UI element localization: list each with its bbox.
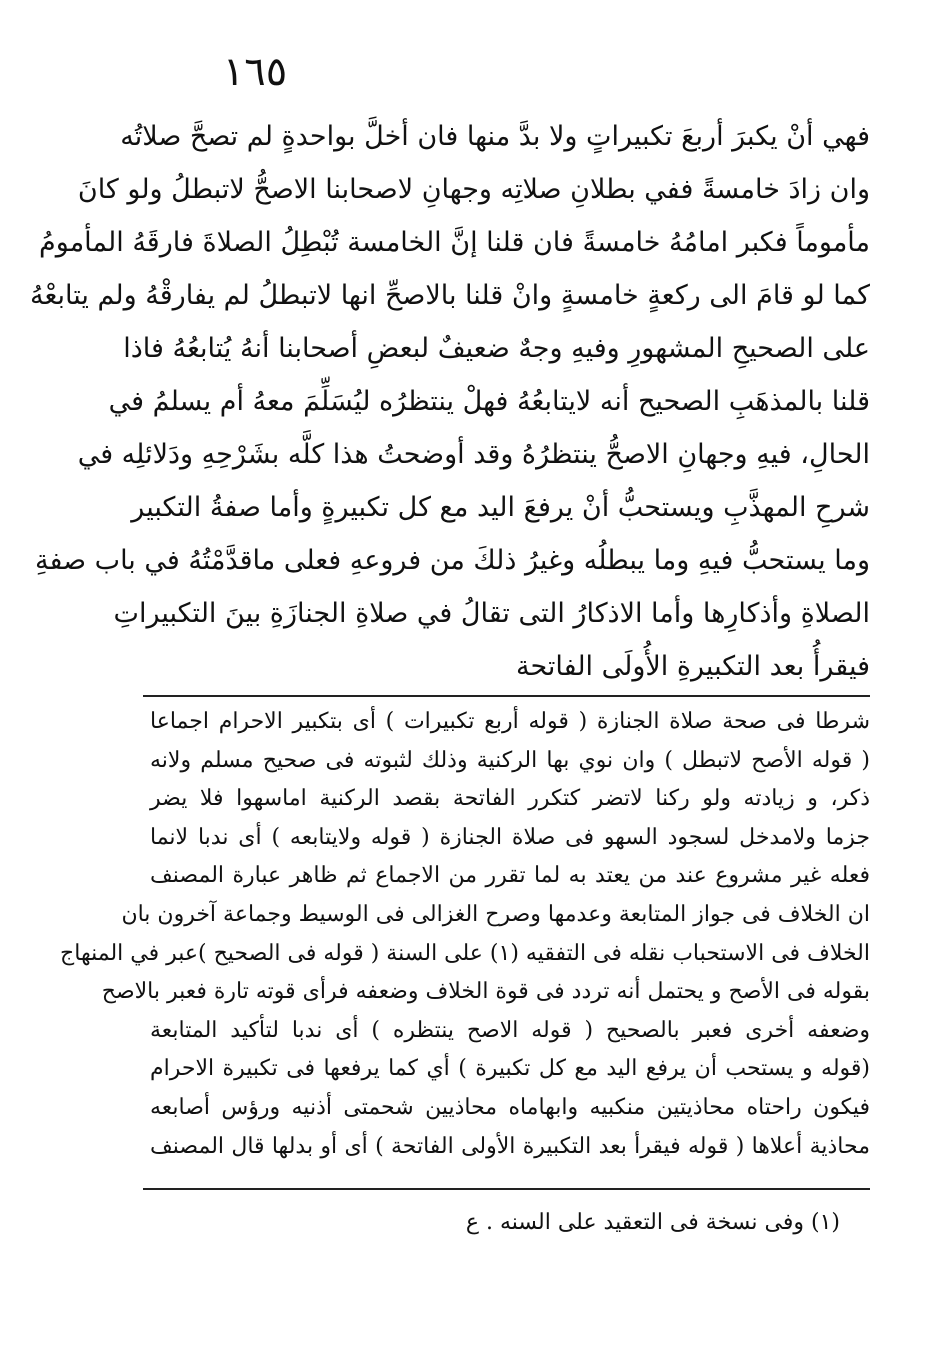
footnote: (١) وفى نسخة فى التعقيد على السنه . ع	[465, 1210, 840, 1235]
main-text-line: الحالِ، فيهِ وجهانِ الاصحُّ ينتظرُهُ وقد أوضحتُ هذا كلَّه بشَرْحِهِ ودَلائلِه في	[77, 439, 870, 470]
commentary-line: بقوله فى الأصح و يحتمل أنه تردد فى قوة الخلاف وضعفه فرأى قوته تارة فعبر بالاصح	[101, 979, 870, 1005]
main-text-line: الصلاةِ وأذكارِها وأما الاذكارُ التى تقالُ في صلاةِ الجنازَةِ بينَ التكبيراتِ	[113, 598, 870, 629]
page-number: ١٦٥	[222, 49, 288, 95]
main-text-line: شرحِ المهذَّبِ ويستحبُّ أنْ يرفعَ اليد مع كل تكبيرةٍ وأما صفةُ التكبير	[131, 492, 870, 523]
main-text-line: وان زادَ خامسةً ففي بطلانِ صلاتِه وجهانِ لاصحابنا الاصحُّ لاتبطلُ ولو كانَ	[77, 174, 870, 205]
commentary-line: ذكر، و زيادته ولو ركنا لاتضر كتكرر الفاتحة بقصد الركنية اماسهوا فلا يضر	[150, 786, 870, 812]
commentary-text	[60, 703, 870, 1166]
main-text-line: كما لو قامَ الى ركعةٍ خامسةٍ وانْ قلنا بالاصحِّ انها لاتبطلُ لم يفارقْهُ ولم يتابعْهُ	[29, 280, 870, 311]
main-text-line: فيقرأُ بعد التكبيرةِ الأُولَى الفاتحة	[516, 651, 870, 682]
commentary-line: جزما ولامدخل لسجود السهو فى صلاة الجنازة ( قوله ولايتابعه ) أى ندبا لانما	[150, 824, 870, 850]
commentary-line: (قوله و يستحب أن يرفع اليد مع كل تكبيرة ) أي كما يرفعها فى تكبيرة الاحرام	[150, 1056, 870, 1082]
commentary-line: شرطا فى صحة صلاة الجنازة ( قوله أربع تكبيرات ) أى بتكبير الاحرام اجماعا	[150, 709, 870, 734]
commentary-divider	[143, 695, 870, 697]
commentary-line: الخلاف فى الاستحباب نقله فى التفقيه (١) على السنة ( قوله فى الصحيح )عبر في المنهاج	[60, 940, 870, 966]
main-text-line: فهي أنْ يكبرَ أربعَ تكبيراتٍ ولا بدَّ منها فان أخلَّ بواحدةٍ لم تصحَّ صلاتُه	[120, 121, 870, 152]
commentary-line: ( قوله الأصح لاتبطل ) وان نوي بها الركنية وذلك لثبوته فى صحيح مسلم ولانه	[150, 747, 870, 773]
footnote-divider	[143, 1188, 870, 1190]
commentary-line: محاذية أعلاها ( قوله فيقرأ بعد التكبيرة الأولى الفاتحة ) أى أو بدلها قال المصنف	[150, 1133, 870, 1159]
main-text-line: مأموماً فكبر امامُهُ خامسةً فان قلنا إنَّ الخامسة تُبْطِلُ الصلاةَ فارقَهُ المأمومُ	[39, 227, 870, 258]
main-text	[29, 110, 870, 693]
commentary-line: فيكون راحتاه محاذيتين منكبيه وابهاماه محاذيين شحمتى أذنيه ورؤس أصابعه	[150, 1094, 870, 1120]
commentary-line: فعله غير مشروع عند من يعتد به لما تقرر من الاجماع ثم ظاهر عبارة المصنف	[150, 863, 870, 889]
main-text-line: وما يستحبُّ فيهِ وما يبطلُه وغيرُ ذلكَ من فروعهِ فعلى ماقدَّمْتُهُ في باب صفةِ	[35, 545, 870, 576]
commentary-line: ان الخلاف فى جواز المتابعة وعدمها وصرح الغزالى فى الوسيط وجماعة آخرون بان	[121, 901, 870, 927]
main-text-line: قلنا بالمذهَبِ الصحيح أنه لايتابعُهُ فهلْ ينتظرُه ليُسَلِّمَ معهُ أم يسلمُ في	[108, 386, 870, 417]
commentary-line: وضعفه أخرى فعبر بالصحيح ( قوله الاصح ينتظره ) أى ندبا لتأكيد المتابعة	[150, 1017, 870, 1043]
main-text-line: على الصحيحِ المشهورِ وفيهِ وجهٌ ضعيفٌ لبعضِ أصحابنا أنهُ يُتابعُهُ فاذا	[123, 333, 870, 364]
